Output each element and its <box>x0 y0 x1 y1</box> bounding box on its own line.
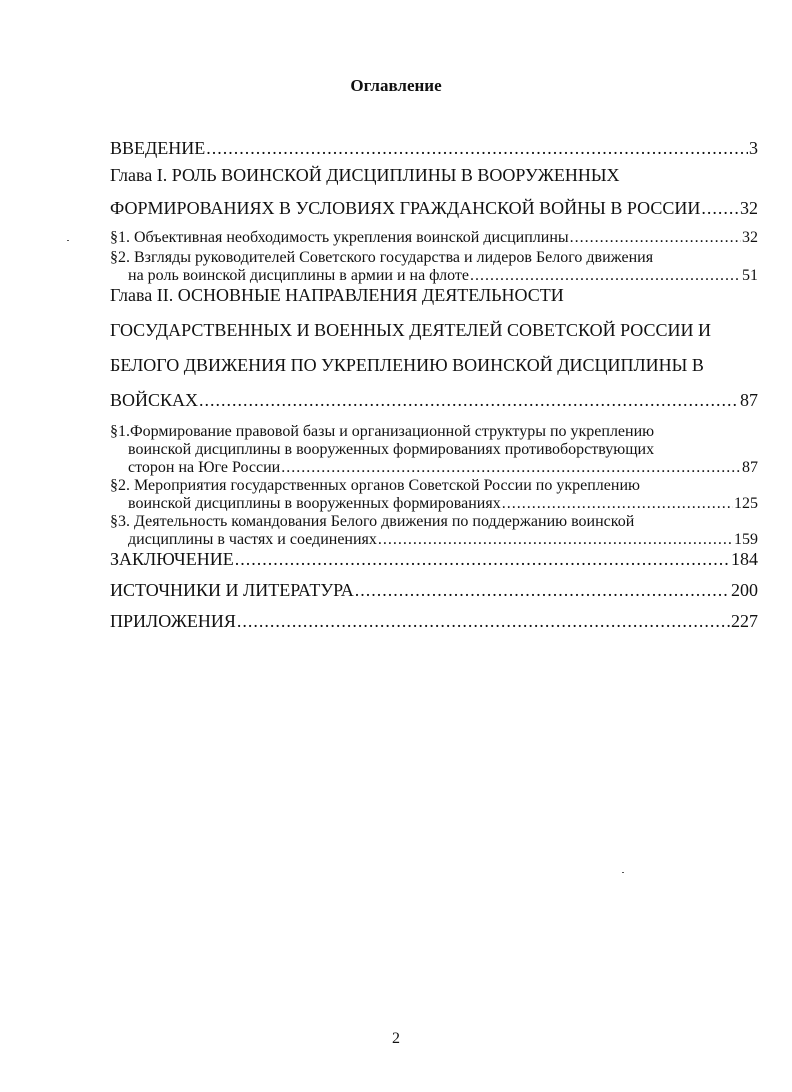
toc-entry-intro <box>110 138 758 159</box>
toc-page-number: 51 <box>742 267 758 284</box>
dot-leader <box>378 531 733 549</box>
toc-entry-label: ИСТОЧНИКИ И ЛИТЕРАТУРА <box>110 580 354 600</box>
toc-entry-label: §1. Объективная необходимость укрепления воинской дисциплины <box>110 229 569 246</box>
toc-entry-line: сторон на Юге России <box>128 459 281 476</box>
scan-speck <box>67 240 69 241</box>
toc-entry-ch2-section-2 <box>110 477 758 513</box>
dot-leader <box>237 611 730 632</box>
toc-entry-label: ЗАКЛЮЧЕНИЕ <box>110 549 234 569</box>
toc-page-number: 32 <box>740 198 758 218</box>
toc-entry-line: §3. Деятельность командования Белого движения по поддержанию воинской <box>110 513 635 530</box>
toc-page-number: 125 <box>734 495 758 512</box>
dot-leader <box>502 495 733 513</box>
toc-entry-line: ФОРМИРОВАНИЯХ В УСЛОВИЯХ ГРАЖДАНСКОЙ ВОЙНЫ В РОССИИ <box>110 198 701 218</box>
dot-leader <box>701 198 739 219</box>
toc-entry-line: БЕЛОГО ДВИЖЕНИЯ ПО УКРЕПЛЕНИЮ ВОИНСКОЙ ДИСЦИПЛИНЫ В <box>110 355 704 375</box>
toc-entry-label: ПРИЛОЖЕНИЯ <box>110 611 236 631</box>
toc-entry-line: Глава II. ОСНОВНЫЕ НАПРАВЛЕНИЯ ДЕЯТЕЛЬНОСТИ <box>110 285 564 305</box>
dot-leader <box>355 580 730 601</box>
toc-entry-line: на роль воинской дисциплины в армии и на флоте <box>128 267 470 284</box>
toc-page-number: 32 <box>742 229 758 246</box>
toc-entry-line: дисциплины в частях и соединениях <box>128 531 377 548</box>
dot-leader <box>570 229 741 247</box>
page-number: 2 <box>392 1030 400 1047</box>
toc-entry-conclusion <box>110 549 758 570</box>
toc-entry-chapter-1 <box>110 165 758 219</box>
toc-page-number: 200 <box>731 580 758 600</box>
toc-entry-chapter-2 <box>110 285 758 411</box>
toc-entry-ch2-section-1 <box>110 423 758 477</box>
dot-leader <box>470 267 741 285</box>
toc-page-number: 3 <box>749 138 758 158</box>
dot-leader <box>281 459 741 477</box>
table-of-contents <box>110 138 758 632</box>
toc-entry-line: §2. Мероприятия государственных органов Советской России по укреплению <box>110 477 640 494</box>
toc-page-number: 159 <box>734 531 758 548</box>
dot-leader <box>199 390 739 411</box>
toc-entry-ch1-section-2 <box>110 249 758 285</box>
toc-page-number: 184 <box>731 549 758 569</box>
dot-leader <box>235 549 730 570</box>
toc-entry-appendix <box>110 611 758 632</box>
toc-entry-line: ГОСУДАРСТВЕННЫХ И ВОЕННЫХ ДЕЯТЕЛЕЙ СОВЕТСКОЙ РОССИИ И <box>110 320 712 340</box>
toc-entry-line: §1.Формирование правовой базы и организационной структуры по укреплению <box>110 423 655 440</box>
dot-leader <box>206 138 748 159</box>
toc-entry-ch1-section-1 <box>110 229 758 247</box>
toc-entry-line: воинской дисциплины в вооруженных формированиях <box>128 495 501 512</box>
toc-entry-label: ВВЕДЕНИЕ <box>110 138 206 158</box>
scan-speck <box>622 872 624 873</box>
toc-entry-line: §2. Взгляды руководителей Советского государства и лидеров Белого движения <box>110 249 654 266</box>
toc-page-number: 87 <box>742 459 758 476</box>
toc-entry-ch2-section-3 <box>110 513 758 549</box>
toc-entry-line: Глава I. РОЛЬ ВОИНСКОЙ ДИСЦИПЛИНЫ В ВООРУЖЕННЫХ <box>110 165 620 185</box>
toc-page-number: 87 <box>740 390 758 410</box>
toc-entry-line: ВОЙСКАХ <box>110 390 199 410</box>
page-title: Оглавление <box>350 76 442 95</box>
toc-entry-line: воинской дисциплины в вооруженных формированиях противоборствующих <box>128 441 655 458</box>
toc-page-number: 227 <box>731 611 758 631</box>
toc-entry-sources <box>110 580 758 601</box>
